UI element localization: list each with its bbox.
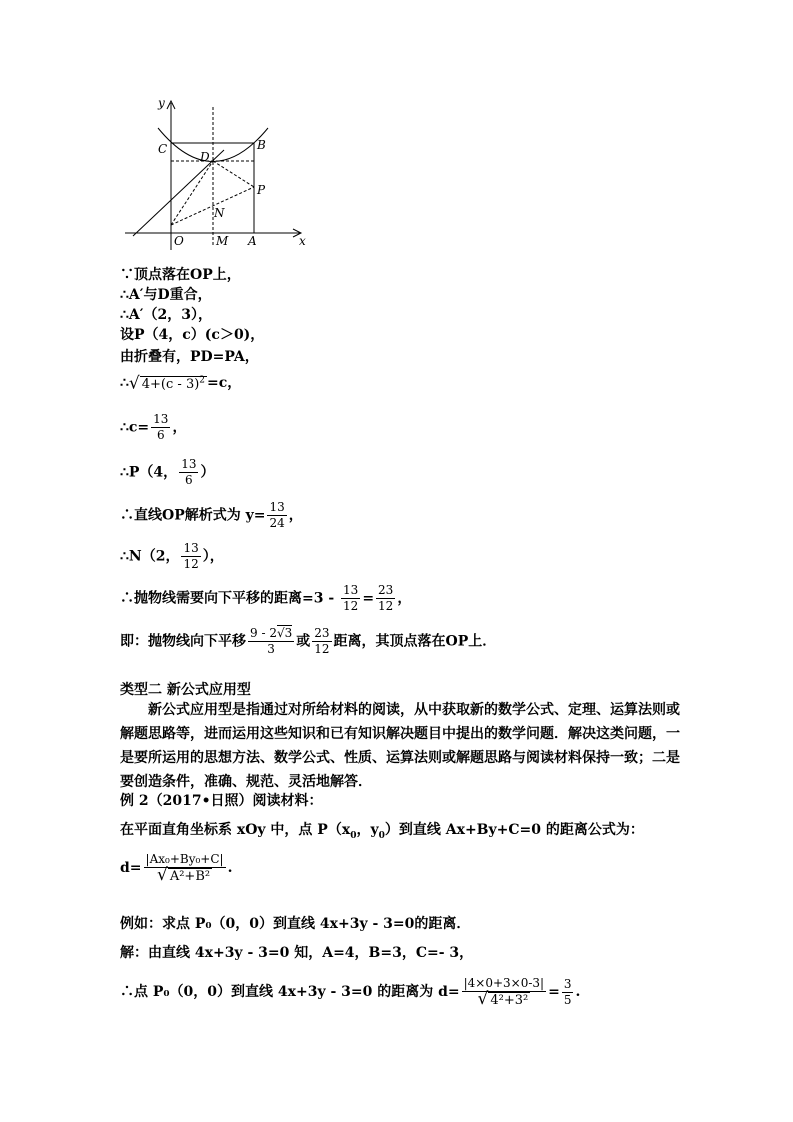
solution-line-5: 由折叠有，PD=PA，: [120, 349, 259, 365]
label-d: D: [200, 150, 210, 164]
solution-line-3: ∴A′（2，3），: [120, 307, 212, 323]
solution-line-10: ∴N（2， $\frac{13}{12}$ ），: [120, 541, 224, 571]
section-paragraph: 新公式应用型是指通过对所给材料的阅读，从中获取新的数学公式、定理、运算法则或解题思路等，进而运用这些知识和已有知识解决题目中提出的数学问题．解决这类问题，一是要所运用的思想方法、数学公式、性质、运算法则或解题思路与阅读材料保持一致；二是要创造条件，准确、规范、灵活地解答．: [120, 702, 680, 790]
label-y: y: [158, 96, 165, 110]
solution-line-8: ∴P（4， $\frac{13}{6}$ ）: [120, 457, 215, 487]
example-solution: 解：由直线 4x+3y - 3=0 知，A=4，B=3，C=- 3，: [120, 945, 474, 961]
coordinate-figure: [120, 95, 315, 255]
label-b: B: [257, 138, 266, 152]
solution-line-7: ∴c= $\frac{13}{6}$ ，: [120, 412, 187, 442]
section-heading: 类型二 新公式应用型: [120, 682, 251, 698]
example-result: ∴点 P₀（0，0）到直线 4x+3y - 3=0 的距离为 d= $\frac{|4\times 0+3\times 0-3|}{\text{√ 4²+3²}}$ = $\frac{3}{5}$ .: [120, 976, 581, 1009]
label-n: N: [214, 206, 225, 220]
example-title: 例 2（2017•日照）阅读材料：: [120, 793, 323, 809]
solution-line-9: ∴直线OP解析式为 y= $\frac{13}{24}$ ，: [120, 500, 303, 530]
label-o: O: [174, 234, 184, 248]
distance-formula: d= $\frac{\text{|Ax₀+By₀+C|}}{\text{√ A²+B²}}$ .: [120, 852, 233, 885]
material-line-1: 在平面直角坐标系 xOy 中，点 $P(x_0$，$y_0$）到直线 Ax+By+C=0 的距离公式为：: [120, 822, 644, 841]
solution-line-2: ∴A′与D重合，: [120, 287, 212, 303]
solution-line-11: ∴抛物线需要向下平移的距离=3 - $\frac{13}{12}$ = $\frac{23}{12}$ ，: [120, 583, 412, 613]
label-p: P: [257, 183, 266, 197]
solution-line-4: 设P（4，c）(c＞0)，: [120, 327, 265, 343]
label-c: C: [158, 142, 168, 156]
label-a: A: [248, 234, 257, 248]
example-question: 例如：求点 P₀（0，0）到直线 4x+3y - 3=0的距离．: [120, 916, 471, 932]
label-x: x: [299, 234, 306, 248]
solution-line-12: 即：抛物线向下平移 $\frac{9 - 2√3}{3}$ 或 $\frac{23}{12}$ 距离，其顶点落在OP上．: [120, 626, 497, 656]
solution-line-1: ∵顶点落在OP上，: [120, 267, 241, 283]
label-m: M: [216, 234, 229, 248]
solution-line-6: ∴√ 4+(c - 3)$^2$ =c，: [120, 373, 242, 394]
